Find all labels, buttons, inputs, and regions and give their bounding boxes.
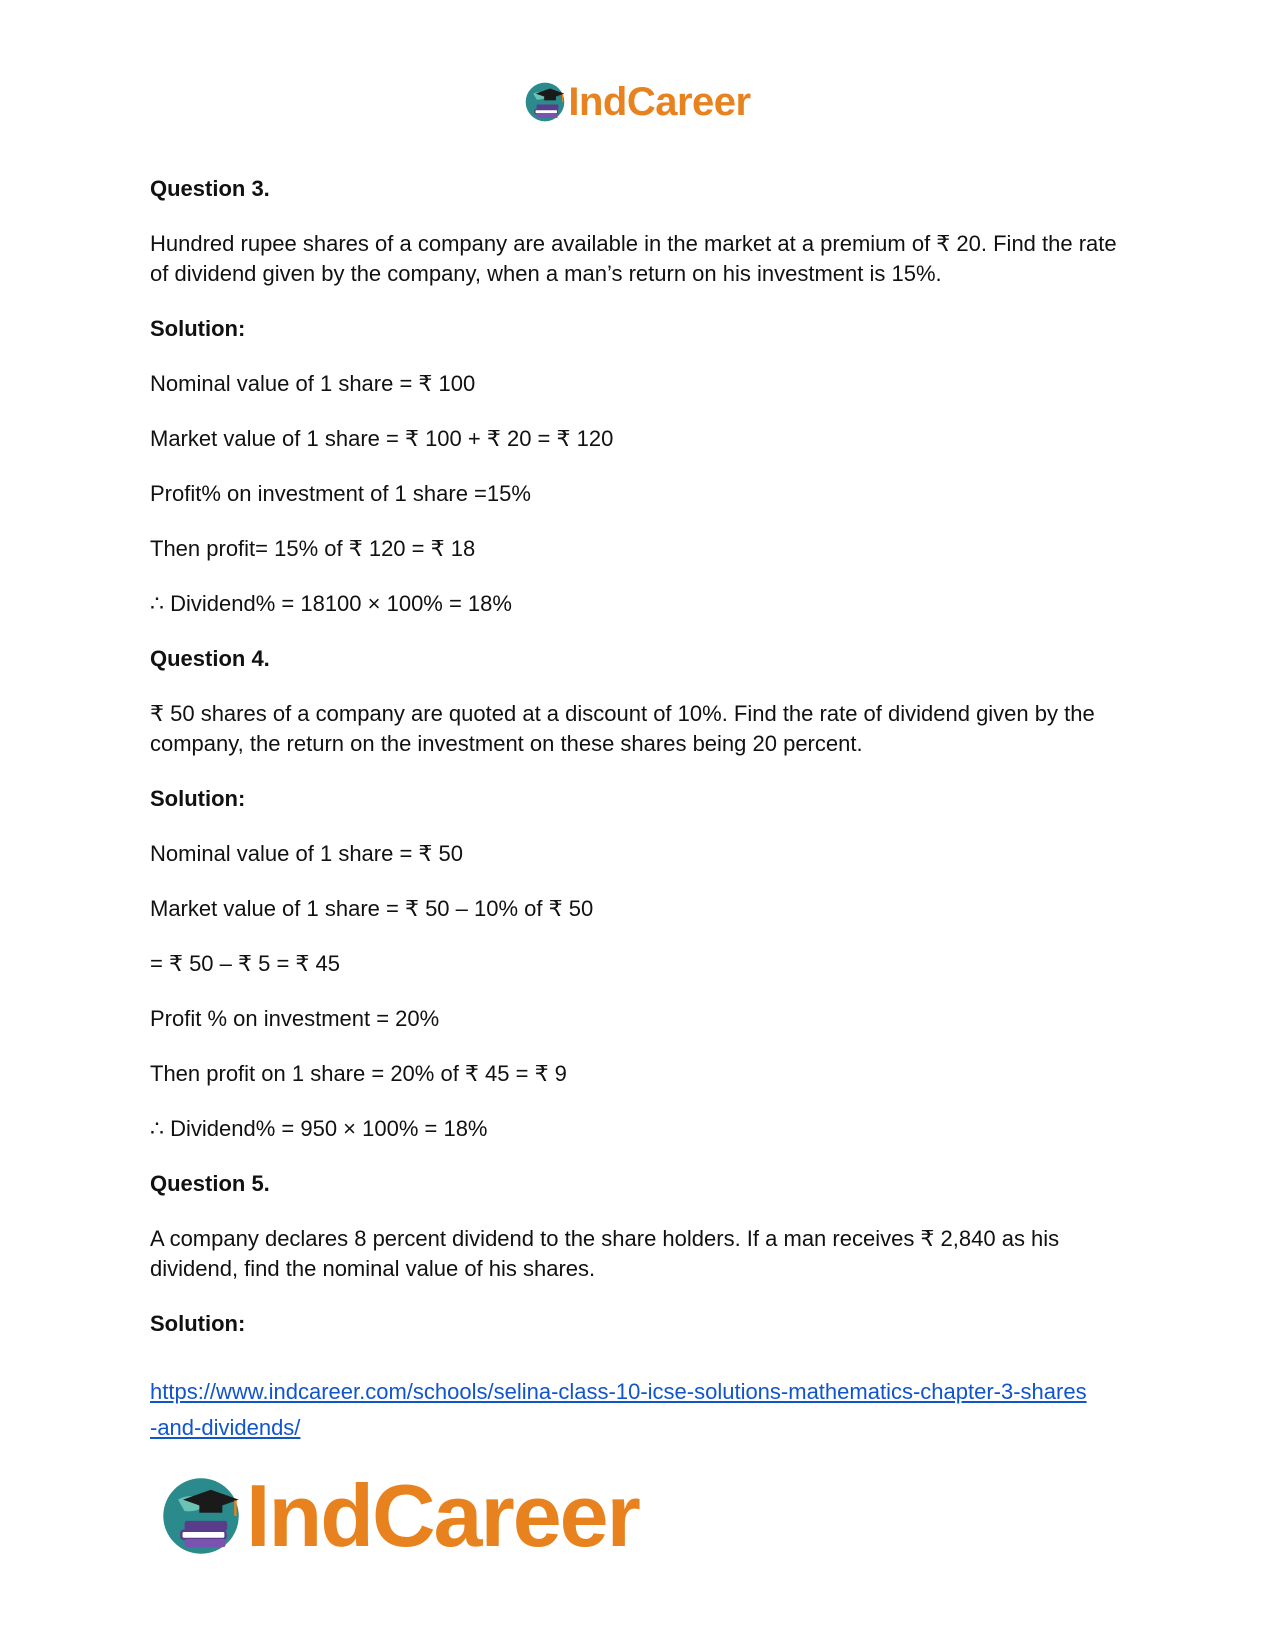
- solution-line: Nominal value of 1 share = ₹ 100: [150, 371, 476, 396]
- source-link-block: [150, 1374, 1130, 1446]
- question-5-text: A company declares 8 percent dividend to the share holders. If a man receives ₹ 2,840 as his dividend, find the nominal value of his shares.: [150, 1226, 1060, 1281]
- footer-logo: [160, 1466, 639, 1565]
- solution-line: Nominal value of 1 share = ₹ 50: [150, 841, 464, 866]
- question-3-text: Hundred rupee shares of a company are available in the market at a premium of ₹ 20. Find the rate of dividend given by the company, when a man’s return on his investment is 15%.: [150, 231, 1117, 286]
- solution-line: Then profit on 1 share = 20% of ₹ 45 = ₹ 9: [150, 1061, 567, 1086]
- solution-line: ∴ Dividend% = 950 × 100% = 18%: [150, 1116, 488, 1141]
- solution-4-heading: Solution:: [150, 786, 246, 811]
- solution-line: Profit% on investment of 1 share =15%: [150, 481, 531, 506]
- solution-3-heading: Solution:: [150, 316, 246, 341]
- solution-line: Market value of 1 share = ₹ 100 + ₹ 20 = ₹ 120: [150, 426, 614, 451]
- source-link[interactable]: [150, 1379, 1087, 1440]
- source-link-line-2: -and-dividends/: [150, 1415, 301, 1440]
- indcareer-logo: [524, 80, 750, 124]
- document-body: [150, 174, 1130, 1471]
- solution-line: ∴ Dividend% = 18100 × 100% = 18%: [150, 591, 512, 616]
- header-logo: [0, 80, 1275, 124]
- solution-line: Profit % on investment = 20%: [150, 1006, 440, 1031]
- solution-line: = ₹ 50 – ₹ 5 = ₹ 45: [150, 951, 340, 976]
- question-3-heading: Question 3.: [150, 176, 270, 201]
- question-4-text: ₹ 50 shares of a company are quoted at a discount of 10%. Find the rate of dividend given by the company, the return on the investment on these shares being 20 percent.: [150, 701, 1095, 756]
- logo-wordmark: IndCareer: [568, 80, 751, 124]
- logo-wordmark: IndCareer: [246, 1466, 639, 1565]
- solution-5-heading: Solution:: [150, 1311, 246, 1336]
- source-link-line-1: https://www.indcareer.com/schools/selina-class-10-icse-solutions-mathematics-chapter-3-shares: [150, 1379, 1087, 1404]
- globe-books-icon: [524, 81, 566, 123]
- globe-books-icon: [160, 1475, 242, 1557]
- indcareer-logo-large: [160, 1466, 639, 1565]
- question-5-heading: Question 5.: [150, 1171, 270, 1196]
- solution-line: Market value of 1 share = ₹ 50 – 10% of ₹ 50: [150, 896, 594, 921]
- solution-line: Then profit= 15% of ₹ 120 = ₹ 18: [150, 536, 476, 561]
- question-4-heading: Question 4.: [150, 646, 270, 671]
